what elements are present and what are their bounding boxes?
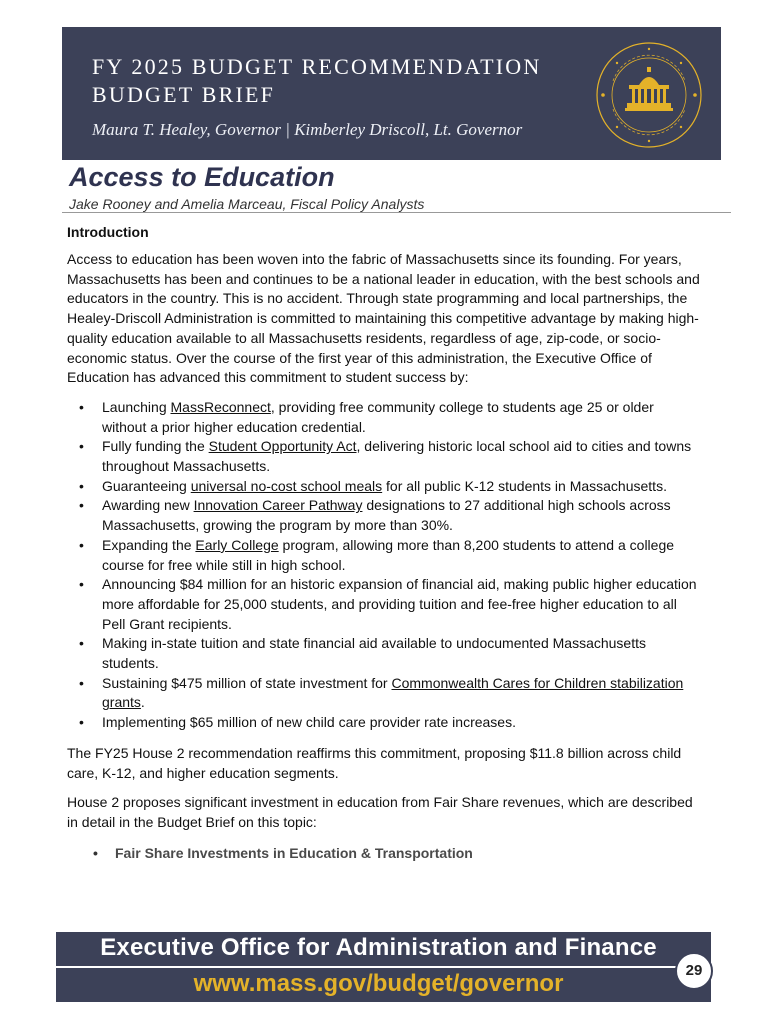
list-item: • Making in-state tuition and state financial aid available to undocumented Massachusetts students. (102, 634, 707, 673)
intro-paragraph: Access to education has been woven into the fabric of Massachusetts since its founding. For years, Massachusetts has been and continues to be a national leader in education, with the best schools and educators in the country. This is no accident. Through state programming and local partnerships, the Healey-Driscoll Administration is committed to maintaining this competitive advantage by making high-quality education available to all Massachusetts residents, regardless of age, zip-code, or socio-economic status. Over the course of the first year of this administration, the Executive Office of Education has advanced this commitment to student success by: (67, 251, 700, 386)
fair-share-paragraph: House 2 proposes significant investment in education from Fair Share revenues, which are described in detail in the Budget Brief on this topic: (67, 794, 693, 830)
list-item: • Sustaining $475 million of state investment for Commonwealth Cares for Children stabilization grants. (102, 674, 707, 713)
document-title: Access to Education (69, 162, 335, 192)
accomplishments-list (67, 398, 707, 733)
fair-share-brief-link[interactable]: • Fair Share Investments in Education & Transportation (115, 843, 707, 863)
school-meals-link[interactable]: universal no-cost school meals (190, 477, 383, 494)
list-item: • Fully funding the Student Opportunity Act, delivering historic local school aid to cities and towns throughout Massachusetts. (102, 437, 707, 476)
title-divider (62, 212, 731, 213)
related-briefs-list (67, 843, 707, 863)
list-item: • Expanding the Early College program, allowing more than 8,200 students to attend a college course for free while still in high school. (102, 536, 707, 575)
innovation-career-pathway-link[interactable]: Innovation Career Pathway (193, 497, 363, 514)
recommendation-paragraph: The FY25 House 2 recommendation reaffirms this commitment, proposing $11.8 billion across child care, K-12, and higher education segments. (67, 744, 682, 781)
footer-divider (56, 966, 711, 968)
footer-url-link[interactable]: www.mass.gov/budget/governor (193, 970, 564, 997)
governor-seal-icon (593, 39, 705, 151)
banner-title-line1: FY 2025 BUDGET RECOMMENDATION (92, 54, 542, 79)
footer-agency: Executive Office for Administration and Finance (100, 934, 657, 961)
banner-title-line2: BUDGET BRIEF (92, 82, 276, 107)
list-item: • Launching MassReconnect, providing free community college to students age 25 or older without a prior higher education credential. (102, 398, 707, 437)
document-authors: Jake Rooney and Amelia Marceau, Fiscal Policy Analysts (69, 196, 425, 212)
list-item: • Announcing $84 million for an historic expansion of financial aid, making public higher education more affordable for 25,000 students, and providing tuition and fee-free higher education to all Pell Grant recipients. (102, 575, 707, 634)
massreconnect-link[interactable]: MassReconnect (170, 398, 271, 415)
document-body (67, 224, 707, 863)
banner-title (92, 53, 541, 109)
page-number: 29 (675, 952, 713, 990)
footer-banner (56, 932, 711, 1002)
banner-subtitle: Maura T. Healey, Governor | Kimberley Driscoll, Lt. Governor (92, 120, 523, 139)
header-banner (62, 27, 721, 160)
student-opportunity-act-link[interactable]: Student Opportunity Act (208, 438, 357, 455)
section-heading: Introduction (67, 224, 149, 240)
early-college-link[interactable]: Early College (195, 536, 279, 553)
list-item: • Guaranteeing universal no-cost school meals for all public K-12 students in Massachusetts. (102, 477, 707, 497)
commonwealth-cares-link[interactable]: Commonwealth Cares for Children stabilization grants (102, 674, 684, 711)
list-item: • Awarding new Innovation Career Pathway designations to 27 additional high schools across Massachusetts, growing the program by more than 30%. (102, 496, 707, 535)
list-item: • Implementing $65 million of new child care provider rate increases. (102, 713, 707, 733)
